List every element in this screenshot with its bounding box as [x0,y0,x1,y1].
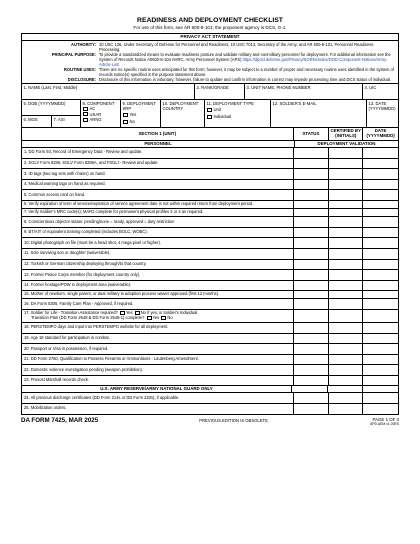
initials-cell[interactable] [328,169,362,179]
initials-cell[interactable] [328,217,362,227]
item-text: 14. Former hostage/POW in deployment area (waiverable). [24,282,132,288]
checklist-row [22,354,398,365]
date-cell[interactable] [362,323,398,333]
uic-label: 4. UIC [364,84,377,90]
srp-yes-label: Yes [129,112,137,118]
deployment-type-field [204,100,270,127]
date-cell[interactable] [362,228,398,238]
item-text: 3. ID tags (two tag sets with chains) on hand. [24,170,106,176]
item-text: 7. Verify Soldier's MRC code(s); MAR2 complete for permanent physical profiles 3 or 4 as required. [24,209,204,215]
item-text: 10. Digital photograph on file (must be a head shot, 4 mega pixel or higher). [24,239,161,245]
date-cell[interactable] [362,190,398,200]
status-cell[interactable] [293,238,329,248]
date-cell[interactable] [362,159,398,169]
date-cell[interactable] [362,310,398,322]
item-text: 1. DD Form 93, Record of Emergency Data - Review and update. [24,149,143,155]
date-cell[interactable] [362,260,398,270]
form-title: READINESS AND DEPLOYMENT CHECKLIST [137,17,283,24]
personnel-header [22,140,398,147]
date-cell[interactable] [362,201,398,208]
status-cell[interactable] [293,365,329,375]
usar-checkbox[interactable] [83,112,88,116]
date-cell[interactable] [362,209,398,216]
authority-text: 10 USC 136, Under Secretary of Defense for Personnel and Readiness; 10 USC 7013, Secretary of the Army; and AR 600-8-101, Personnel Readiness Processing. [99,42,374,52]
disclosure-text: Disclosure of this information is voluntary; however, failure to update and confirm information is correct may impede processing time and DCS status of individual. [99,77,392,82]
checklist-row [22,333,398,344]
status-cell[interactable] [293,180,329,190]
status-cell[interactable] [293,404,329,414]
checklist-row [22,298,398,309]
date-cell[interactable] [362,238,398,248]
checklist-row [22,237,398,248]
item-text: 11. Sole surviving son or daughter (waiverable). [24,250,111,256]
item-text: 23. Provost Marshall records check. [24,377,90,383]
reserve-title: U.S. ARMY RESERVE/ARMY NATIONAL GUARD ONLY [100,386,213,392]
ac-label: AC [89,106,96,112]
plan-yes-checkbox[interactable] [147,316,152,320]
date-cell[interactable] [362,249,398,259]
checklist-row [22,290,398,298]
status-cell[interactable] [293,334,329,344]
deployment-validation-title: DEPLOYMENT VALIDATION [294,141,398,147]
checklist-row [22,179,398,190]
initials-cell[interactable] [328,228,362,238]
plan-no-checkbox[interactable] [161,316,166,320]
certified-header: CERTIFIED BY (INITIALS) [328,128,362,140]
checklist-row [22,343,398,354]
initials-cell[interactable] [328,393,362,403]
personnel-title: PERSONNEL [144,141,172,146]
purpose-text-block [99,52,394,67]
name-label: 1. NAME (Last, First, Middle) [23,84,78,90]
type-unit-label: Unit [213,107,221,113]
date-cell[interactable] [362,299,398,309]
item-text: 4. Medical warning tags on hand as required. [24,181,106,187]
uic-field[interactable] [362,84,398,99]
page-indicator [370,417,399,427]
email-field[interactable] [270,100,366,127]
version-label: APD AEM v1.00ES [370,421,399,426]
transition-no-label: No [140,310,146,316]
email-label: 12. SOLDIER'S E-MAIL [272,100,317,106]
status-cell[interactable] [293,169,329,179]
item-text: 12. Turkish or German citizenship deploying through/to that country. [24,260,147,266]
item-text: 9. BT/AIT or equivalent training completed (includes BOLC, WOBC). [24,229,148,235]
form-body [21,33,399,415]
checklist-row [22,189,398,200]
item-text: 5. Common access card on hand. [24,191,86,197]
srp-no-checkbox[interactable] [123,120,128,124]
initials-cell[interactable] [328,238,362,248]
date-cell[interactable] [362,217,398,227]
type-individual-checkbox[interactable] [207,115,212,119]
plan-no-label: No [167,315,173,321]
arng-label: ARNG [89,117,102,123]
checklist-row [22,259,398,270]
item-text: 13. Former Peace Corps member (for deployment country only). [24,271,141,277]
status-cell[interactable] [293,393,329,403]
privacy-act-statement [22,34,398,83]
initials-cell[interactable] [328,180,362,190]
item-17-text [22,310,293,322]
purpose-text: To provide a standardized means to evaluate readiness posture and validate military and nonmilitary personnel for deployment. For additional information see the System of Records Notice A0600-8-104 AHRC, Army Personnel System (APS) [99,52,391,62]
checklist-row [22,364,398,375]
form-footer [21,417,399,427]
unit-label: 3. UNIT NAME, PHONE NUMBER [246,84,311,90]
srp-label: 9. DEPLOYMENT SRP [122,100,156,111]
component-field [80,100,120,127]
country-label: 10. DEPLOYMENT COUNTRY [162,100,199,111]
initials-cell[interactable] [328,281,362,291]
status-cell[interactable] [293,323,329,333]
initials-cell[interactable] [328,299,362,309]
unit-field[interactable] [244,84,362,99]
reserve-header [22,385,398,392]
item-text: 2. SGLV Form 8286, SGLV Form 8286A, and FSGLI - Review and update. [24,159,159,165]
date-cell[interactable] [362,393,398,403]
status-cell[interactable] [293,281,329,291]
date-cell[interactable] [362,180,398,190]
asi-label: 7. ASI [53,116,65,122]
item-text: 8. Conscientious objector status: pending/none = ready, approved = duty restriction [24,218,175,224]
country-field[interactable] [160,100,204,127]
initials-cell[interactable] [328,344,362,354]
routine-label: ROUTINE USES: [63,67,96,72]
initials-cell[interactable] [328,201,362,208]
section1-title: SECTION 1 (UNIT) [138,131,177,136]
mos-field[interactable] [22,116,51,127]
date-cell[interactable] [362,169,398,179]
checklist-form [21,0,399,427]
date-header: DATE (YYYYMMDD) [362,128,398,140]
initials-cell[interactable] [328,310,362,322]
transition-plan-question-2: Transition Plan (DD Form 2648 & DD Form 2648-1) complete? [31,315,145,321]
date-cell[interactable] [362,334,398,344]
status-cell[interactable] [293,159,329,169]
checklist-row [22,248,398,259]
checklist-row [22,208,398,216]
status-cell[interactable] [293,190,329,200]
checklist-row [22,168,398,179]
date-cell[interactable] [362,270,398,280]
component-label: 8. COMPONENT [82,100,115,106]
dob-field[interactable] [22,100,80,115]
status-cell[interactable] [293,209,329,216]
form-number: DA FORM 7425, MAR 2025 [21,416,99,424]
type-unit-checkbox[interactable] [207,108,212,112]
page-number: PAGE 1 OF 3 [372,416,399,422]
initials-cell[interactable] [328,376,362,386]
privacy-routine-uses [22,67,398,77]
section1-header [22,127,398,140]
type-individual-option[interactable] [207,114,269,119]
checklist-row [22,200,398,208]
initials-cell[interactable] [328,148,362,158]
status-cell[interactable] [293,344,329,354]
item-text: 16. DA Form 5305, Family Care Plan - Approved, if required. [24,300,134,306]
srp-yes-checkbox[interactable] [123,113,128,117]
status-cell[interactable] [293,310,329,322]
date-cell[interactable] [362,344,398,354]
privacy-heading: PRIVACY ACT STATEMENT [22,34,398,41]
routine-text: There are no specific routine uses anticipated for this form; however, it may be subject to a number of proper and necessary routine uses identified in the system of records notice(s) specified in the purpose statement above. [99,67,394,77]
transition-yes-label: Yes [125,310,133,316]
initials-cell[interactable] [328,323,362,333]
checklist-row [22,375,398,386]
checklist-row [22,280,398,291]
status-header: STATUS [293,128,329,140]
privacy-authority [22,41,398,52]
rank-field[interactable] [194,84,244,99]
item-text: 15. Mother of newborn, single parent, or dual military in adoption process waiver approved (first 12 months). [24,291,220,297]
status-cell[interactable] [293,270,329,280]
date-field[interactable] [366,100,398,127]
initials-cell[interactable] [328,334,362,344]
srp-yes-option[interactable] [123,112,159,117]
dob-mos-column [22,100,80,127]
type-individual-label: Individual [213,114,232,120]
identity-row [22,83,398,99]
item-text: 6. Verify expiration of term of service/expiration of service agreement date is not within required return from deployment period. [24,201,254,207]
checklist-row [22,227,398,238]
status-cell[interactable] [293,217,329,227]
plan-yes-label: Yes [152,315,160,321]
deployment-type-label: 11. DEPLOYMENT TYPE [206,100,254,106]
deployment-row [22,99,398,127]
initials-cell[interactable] [328,270,362,280]
checklist-row [22,322,398,333]
srp-field [120,100,160,127]
checklist-row [22,392,398,403]
date-cell[interactable] [362,355,398,365]
mos-label: 6. MOS [23,116,38,122]
initials-cell[interactable] [328,365,362,375]
type-unit-option[interactable] [207,107,269,112]
status-cell[interactable] [293,299,329,309]
ac-checkbox[interactable] [83,107,88,111]
checklist-row [22,147,398,158]
status-cell[interactable] [293,201,329,208]
form-subtitle: For use of this form, see AR 600-8-101; the proponent agency is DCS, G-1. [133,25,287,30]
component-ac-option[interactable] [83,106,119,111]
asi-field[interactable] [51,116,80,127]
item-17-question: 17. Soldier for Life - Transition Assistance required? [24,310,118,316]
status-cell[interactable] [293,376,329,386]
date-cell[interactable] [362,376,398,386]
sorn-link[interactable]: https://dpcld.defense.gov/Privacy/SORNsIndex/DOD-Component-Notices/Army-Article-List/ [99,57,388,67]
status-cell[interactable] [293,355,329,365]
srp-no-option[interactable] [123,119,159,124]
checklist-row [22,158,398,169]
checklist-row [22,216,398,227]
dob-label: 5. DOB (YYYYMMDD) [23,100,66,106]
initials-cell[interactable] [328,404,362,414]
item-text: 19. Age 18 standard for participation in combat. [24,334,110,340]
status-cell[interactable] [293,291,329,298]
date-cell[interactable] [362,281,398,291]
checklist-row-transition [22,309,398,322]
component-usar-option[interactable] [83,112,119,117]
usar-label: USAR [89,111,102,117]
status-cell[interactable] [293,260,329,270]
srp-no-label: No [129,119,135,125]
initials-cell[interactable] [328,291,362,298]
initials-cell[interactable] [328,249,362,259]
date-cell[interactable] [362,365,398,375]
date-label: 13. DATE (YYYYMMDD) [368,100,396,111]
previous-edition-note: PREVIOUS EDITION IS OBSOLETE. [199,417,270,423]
purpose-label: PRINCIPAL PURPOSE: [51,52,96,57]
initials-cell[interactable] [328,190,362,200]
date-cell[interactable] [362,148,398,158]
item-text: 18. PERSTEMPO days and input into PERSTEMPO website for all deployment. [24,324,169,330]
checklist-row [22,269,398,280]
checklist-row [22,403,398,414]
disclosure-label: DISCLOSURE: [67,77,96,82]
status-cell[interactable] [293,228,329,238]
reserve-header-blank [291,386,398,392]
initials-cell[interactable] [328,260,362,270]
item-text: 25. Mobilization orders. [24,405,67,411]
item-text: 21. DD Form 2760, Qualification to Possess Firearms or Ammunitions - Lautenberg Amendment. [24,356,199,362]
item-text: 22. Domestic violence investigation pending (weapon prohibition). [24,366,144,372]
item-text: 24. All previous discharge certificates (DD Form 214s or DD Form 220s), if applicable. [24,394,180,400]
privacy-purpose [22,52,398,67]
item-text: 20. Passport or Visa in possession, if required. [24,345,109,351]
component-arng-option[interactable] [83,117,119,122]
status-cell[interactable] [293,249,329,259]
date-cell[interactable] [362,404,398,414]
arng-checkbox[interactable] [83,118,88,122]
authority-label: AUTHORITY: [71,42,96,47]
status-cell[interactable] [293,148,329,158]
rank-label: 2. RANK/GRADE [196,84,229,90]
transition-plan-question: If yes, is Soldier's Individual [147,310,198,316]
mos-asi-row [22,115,80,127]
date-cell[interactable] [362,291,398,298]
initials-cell[interactable] [328,209,362,216]
name-field[interactable] [22,84,194,99]
initials-cell[interactable] [328,355,362,365]
initials-cell[interactable] [328,159,362,169]
